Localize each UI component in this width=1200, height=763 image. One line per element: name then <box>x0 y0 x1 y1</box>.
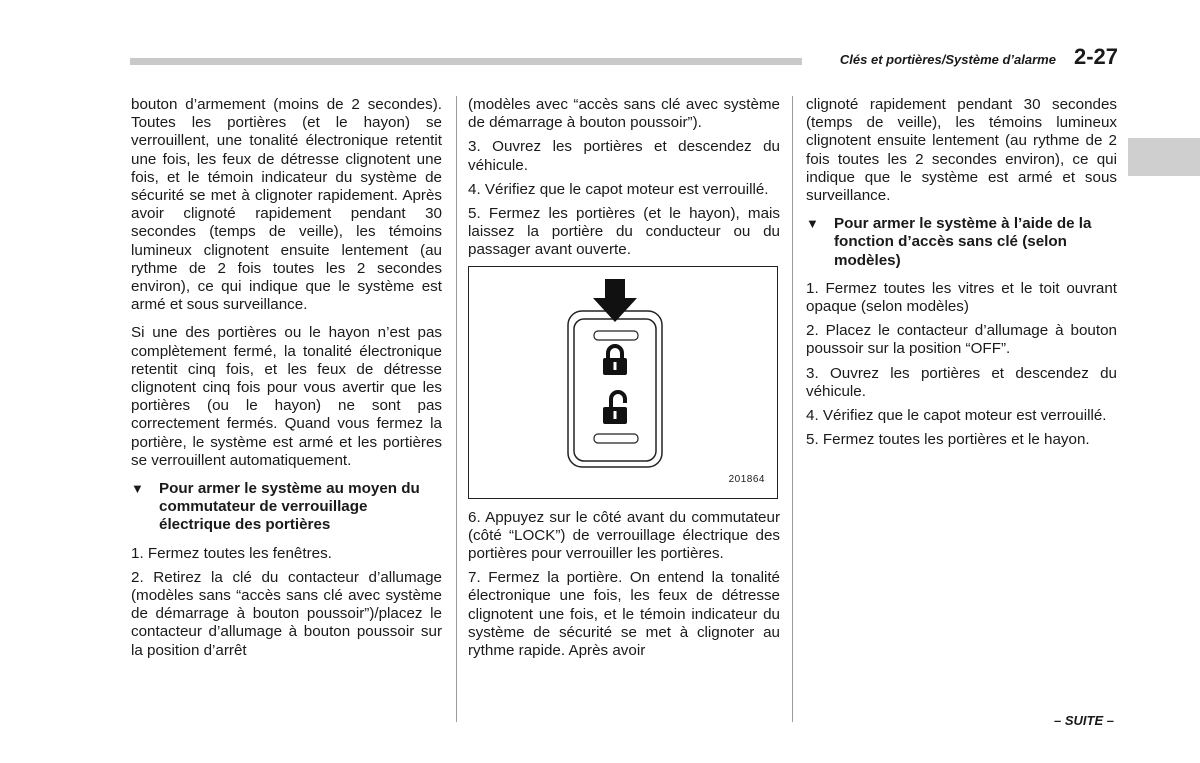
lock-closed-icon <box>603 346 627 375</box>
step-item: 1. Fermez toutes les vitres et le toit ouvrant opaque (selon modèles) <box>806 279 1117 316</box>
switch-slot-top <box>594 331 638 340</box>
step-item: 2. Placez le contacteur d’allumage à bouton poussoir sur la position “OFF”. <box>806 322 1117 358</box>
step-item: 5. Fermez les portières (et le hayon), mais laissez la portière du conducteur ou du passager avant ouverte. <box>468 205 780 259</box>
step-item: 3. Ouvrez les portières et descendez du véhicule. <box>806 364 1117 400</box>
continued-label: – SUITE – <box>1054 713 1114 728</box>
column-divider <box>456 96 457 722</box>
lock-open-icon <box>603 392 627 424</box>
down-arrow-icon <box>593 279 637 322</box>
page-number: 2-27 <box>1073 44 1118 69</box>
lock-switch-figure <box>468 266 778 499</box>
paragraph: (modèles avec “accès sans clé avec système de démarrage à bouton poussoir”). <box>468 96 780 132</box>
step-item: 1. Fermez toutes les fenêtres. <box>131 544 332 562</box>
page-header <box>840 44 1118 70</box>
step-item: 4. Vérifiez que le capot moteur est verrouillé. <box>806 407 1107 425</box>
step-item: 6. Appuyez sur le côté avant du commutateur (côté “LOCK”) de verrouillage électrique des portières pour verrouiller les portières. <box>468 508 780 563</box>
step-item: 7. Fermez la portière. On entend la tonalité électronique une fois, les feux de détresse clignotent une fois, et le témoin indicateur du système de sécurité se met à clignoter au rythme rapide. Après avoir <box>468 569 780 660</box>
paragraph: clignoté rapidement pendant 30 secondes (temps de veille), les témoins lumineux clignotent ensuite lentement (au rythme de 2 fois toutes les 2 secondes environ), ce qui indique que le système est armé et sous surveillance. <box>806 96 1117 205</box>
heading-text: Pour armer le système au moyen du commutateur de verrouillage électrique des portières <box>159 480 420 534</box>
step-item: 3. Ouvrez les portières et descendez du véhicule. <box>468 138 780 174</box>
figure-id: 201864 <box>728 474 765 486</box>
switch-slot-bottom <box>594 434 638 443</box>
step-item: 5. Fermez toutes les portières et le hayon. <box>806 431 1090 449</box>
column-3 <box>806 96 1117 455</box>
switch-bezel <box>568 311 662 467</box>
heading-text: Pour armer le système à l’aide de la fonction d’accès sans clé (selon modèles) <box>834 215 1092 269</box>
triangle-marker-icon: ▼ <box>131 481 144 497</box>
section-heading <box>806 215 1117 270</box>
paragraph: Si une des portières ou le hayon n’est pas complètement fermé, la tonalité électronique retentit cinq fois, et les feux de détresse clignotent cinq fois pour vous avertir que les portières (ou le hayon) ne sont pas correctement fermés. Quand vous fermez la portière, le système est armé et les portières se verrouillent automatiquement. <box>131 324 442 469</box>
step-item: 2. Retirez la clé du contacteur d’allumage (modèles sans “accès sans clé avec système de démarrage à bouton poussoir”)/placez le contacteur d’allumage à bouton poussoir sur la position d’arrêt <box>131 568 442 659</box>
header-rule <box>130 58 802 65</box>
section-title: Clés et portières/Système d’alarme <box>839 52 1056 67</box>
column-2 <box>468 96 780 666</box>
column-divider <box>792 96 793 722</box>
paragraph: bouton d’armement (moins de 2 secondes). Toutes les portières (et le hayon) se verrouillent, une tonalité électronique retentit une fois, les feux de détresse clignotent une fois, et le témoin indicateur du système de sécurité se met à clignoter rapidement. Après avoir clignoté rapidement pendant 30 secondes (temps de veille), les témoins lumineux clignotent ensuite lentement (au rythme de 2 fois toutes les 2 secondes environ), ce qui indique que le système est armé et sous surveillance. <box>131 96 442 314</box>
section-heading <box>131 480 442 535</box>
column-1 <box>131 96 442 666</box>
step-item: 4. Vérifiez que le capot moteur est verrouillé. <box>468 180 769 198</box>
lock-switch-illustration <box>469 267 779 500</box>
triangle-marker-icon: ▼ <box>806 216 819 232</box>
chapter-thumb-tab <box>1128 138 1200 176</box>
